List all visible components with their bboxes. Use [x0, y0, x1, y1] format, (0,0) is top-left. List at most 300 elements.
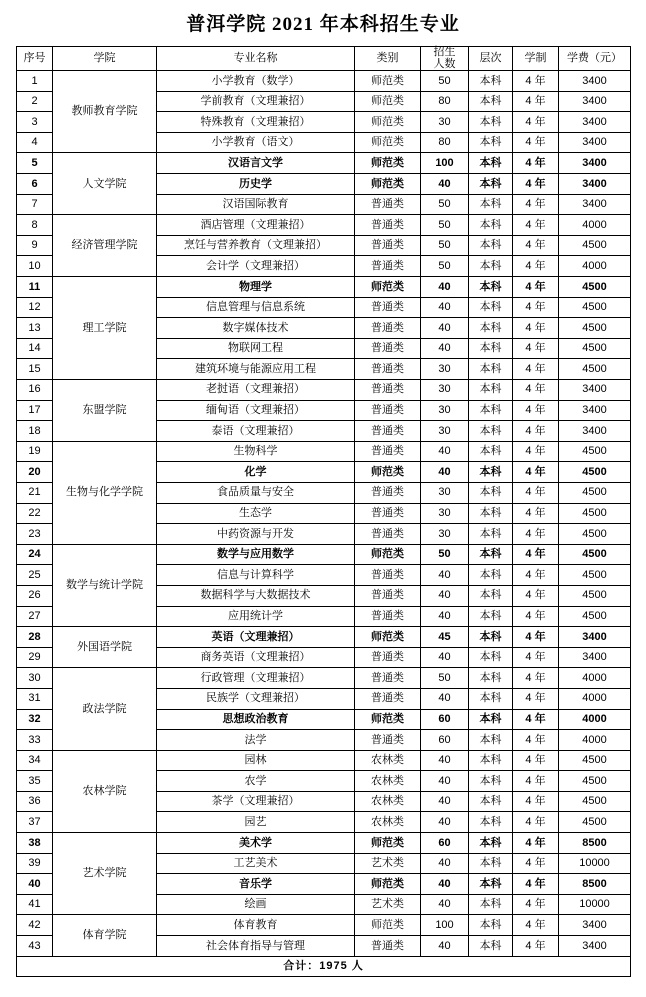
- cell-category: 师范类: [355, 153, 421, 174]
- cell-level: 本科: [469, 215, 513, 236]
- cell-years: 4 年: [513, 585, 559, 606]
- cell-major: 美术学: [157, 833, 355, 854]
- cell-years: 4 年: [513, 688, 559, 709]
- cell-years: 4 年: [513, 174, 559, 195]
- cell-level: 本科: [469, 462, 513, 483]
- cell-years: 4 年: [513, 606, 559, 627]
- cell-fee: 10000: [559, 894, 631, 915]
- cell-count: 30: [421, 112, 469, 133]
- cell-college: 理工学院: [53, 277, 157, 380]
- cell-major: 生物科学: [157, 441, 355, 462]
- cell-years: 4 年: [513, 235, 559, 256]
- cell-fee: 3400: [559, 153, 631, 174]
- cell-no: 7: [17, 194, 53, 215]
- cell-level: 本科: [469, 915, 513, 936]
- header-count-line1: 招生: [433, 46, 456, 58]
- total-row: [17, 956, 631, 977]
- cell-count: 40: [421, 688, 469, 709]
- cell-no: 23: [17, 524, 53, 545]
- cell-years: 4 年: [513, 544, 559, 565]
- cell-count: 40: [421, 606, 469, 627]
- cell-years: 4 年: [513, 668, 559, 689]
- cell-years: 4 年: [513, 400, 559, 421]
- cell-count: 40: [421, 874, 469, 895]
- cell-count: 60: [421, 833, 469, 854]
- header-row: [17, 47, 631, 71]
- cell-category: 农林类: [355, 812, 421, 833]
- cell-major: 工艺美术: [157, 853, 355, 874]
- cell-years: 4 年: [513, 482, 559, 503]
- cell-category: 农林类: [355, 791, 421, 812]
- cell-category: 师范类: [355, 112, 421, 133]
- header-level: 层次: [469, 47, 513, 71]
- cell-years: 4 年: [513, 359, 559, 380]
- cell-no: 18: [17, 421, 53, 442]
- cell-fee: 3400: [559, 91, 631, 112]
- cell-major: 泰语（文理兼招）: [157, 421, 355, 442]
- cell-category: 普通类: [355, 421, 421, 442]
- cell-major: 化学: [157, 462, 355, 483]
- cell-major: 农学: [157, 771, 355, 792]
- cell-fee: 3400: [559, 380, 631, 401]
- cell-level: 本科: [469, 791, 513, 812]
- cell-years: 4 年: [513, 153, 559, 174]
- cell-category: 艺术类: [355, 894, 421, 915]
- cell-fee: 3400: [559, 174, 631, 195]
- cell-no: 31: [17, 688, 53, 709]
- cell-major: 中药资源与开发: [157, 524, 355, 545]
- cell-level: 本科: [469, 256, 513, 277]
- cell-count: 30: [421, 524, 469, 545]
- cell-level: 本科: [469, 400, 513, 421]
- cell-no: 17: [17, 400, 53, 421]
- cell-category: 师范类: [355, 71, 421, 92]
- cell-category: 普通类: [355, 297, 421, 318]
- cell-level: 本科: [469, 277, 513, 298]
- cell-category: 普通类: [355, 194, 421, 215]
- cell-level: 本科: [469, 153, 513, 174]
- cell-level: 本科: [469, 833, 513, 854]
- cell-major: 数字媒体技术: [157, 318, 355, 339]
- cell-fee: 4500: [559, 565, 631, 586]
- cell-no: 29: [17, 647, 53, 668]
- cell-years: 4 年: [513, 318, 559, 339]
- cell-level: 本科: [469, 91, 513, 112]
- cell-fee: 8500: [559, 833, 631, 854]
- cell-major: 信息管理与信息系统: [157, 297, 355, 318]
- cell-count: 40: [421, 647, 469, 668]
- cell-count: 40: [421, 771, 469, 792]
- cell-no: 8: [17, 215, 53, 236]
- cell-category: 普通类: [355, 235, 421, 256]
- cell-years: 4 年: [513, 215, 559, 236]
- cell-no: 39: [17, 853, 53, 874]
- cell-count: 50: [421, 215, 469, 236]
- cell-fee: 4500: [559, 771, 631, 792]
- cell-no: 1: [17, 71, 53, 92]
- cell-fee: 4500: [559, 524, 631, 545]
- cell-count: 50: [421, 544, 469, 565]
- cell-no: 6: [17, 174, 53, 195]
- cell-years: 4 年: [513, 277, 559, 298]
- table-row: [17, 668, 631, 689]
- cell-years: 4 年: [513, 297, 559, 318]
- cell-count: 40: [421, 318, 469, 339]
- cell-category: 普通类: [355, 400, 421, 421]
- cell-category: 普通类: [355, 380, 421, 401]
- cell-category: 师范类: [355, 874, 421, 895]
- cell-level: 本科: [469, 730, 513, 751]
- cell-college: 教师教育学院: [53, 71, 157, 153]
- table-row: [17, 71, 631, 92]
- cell-no: 4: [17, 132, 53, 153]
- cell-years: 4 年: [513, 936, 559, 957]
- cell-fee: 4500: [559, 503, 631, 524]
- cell-years: 4 年: [513, 709, 559, 730]
- cell-level: 本科: [469, 482, 513, 503]
- cell-major: 会计学（文理兼招）: [157, 256, 355, 277]
- cell-fee: 4000: [559, 256, 631, 277]
- cell-no: 12: [17, 297, 53, 318]
- page-title: 普洱学院 2021 年本科招生专业: [186, 14, 460, 35]
- table-row: [17, 915, 631, 936]
- table-row: [17, 153, 631, 174]
- cell-count: 60: [421, 709, 469, 730]
- cell-no: 10: [17, 256, 53, 277]
- cell-no: 30: [17, 668, 53, 689]
- cell-college: 数学与统计学院: [53, 544, 157, 626]
- cell-category: 农林类: [355, 771, 421, 792]
- cell-major: 信息与计算科学: [157, 565, 355, 586]
- cell-count: 40: [421, 936, 469, 957]
- cell-no: 28: [17, 627, 53, 648]
- cell-years: 4 年: [513, 503, 559, 524]
- cell-years: 4 年: [513, 812, 559, 833]
- cell-no: 13: [17, 318, 53, 339]
- cell-category: 师范类: [355, 277, 421, 298]
- cell-years: 4 年: [513, 750, 559, 771]
- cell-level: 本科: [469, 853, 513, 874]
- cell-fee: 4000: [559, 688, 631, 709]
- cell-category: 农林类: [355, 750, 421, 771]
- cell-category: 师范类: [355, 132, 421, 153]
- cell-category: 师范类: [355, 915, 421, 936]
- cell-major: 特殊教育（文理兼招）: [157, 112, 355, 133]
- cell-major: 体育教育: [157, 915, 355, 936]
- cell-years: 4 年: [513, 771, 559, 792]
- cell-category: 普通类: [355, 688, 421, 709]
- cell-major: 茶学（文理兼招）: [157, 791, 355, 812]
- cell-major: 行政管理（文理兼招）: [157, 668, 355, 689]
- cell-years: 4 年: [513, 380, 559, 401]
- cell-level: 本科: [469, 194, 513, 215]
- cell-fee: 10000: [559, 853, 631, 874]
- table-row: [17, 750, 631, 771]
- cell-college: 人文学院: [53, 153, 157, 215]
- cell-fee: 3400: [559, 936, 631, 957]
- cell-major: 园林: [157, 750, 355, 771]
- cell-college: 外国语学院: [53, 627, 157, 668]
- cell-years: 4 年: [513, 791, 559, 812]
- cell-fee: 4500: [559, 606, 631, 627]
- cell-level: 本科: [469, 565, 513, 586]
- cell-years: 4 年: [513, 441, 559, 462]
- cell-category: 师范类: [355, 627, 421, 648]
- cell-category: 普通类: [355, 338, 421, 359]
- cell-count: 40: [421, 750, 469, 771]
- header-no: 序号: [17, 47, 53, 71]
- cell-no: 34: [17, 750, 53, 771]
- cell-years: 4 年: [513, 627, 559, 648]
- cell-count: 30: [421, 380, 469, 401]
- cell-category: 普通类: [355, 318, 421, 339]
- cell-fee: 3400: [559, 915, 631, 936]
- cell-no: 37: [17, 812, 53, 833]
- cell-major: 汉语国际教育: [157, 194, 355, 215]
- cell-level: 本科: [469, 112, 513, 133]
- cell-years: 4 年: [513, 524, 559, 545]
- cell-major: 数学与应用数学: [157, 544, 355, 565]
- cell-category: 普通类: [355, 565, 421, 586]
- cell-no: 5: [17, 153, 53, 174]
- cell-level: 本科: [469, 709, 513, 730]
- cell-no: 16: [17, 380, 53, 401]
- cell-college: 农林学院: [53, 750, 157, 832]
- cell-years: 4 年: [513, 338, 559, 359]
- cell-level: 本科: [469, 606, 513, 627]
- table-row: [17, 441, 631, 462]
- cell-major: 音乐学: [157, 874, 355, 895]
- cell-no: 41: [17, 894, 53, 915]
- cell-major: 物联网工程: [157, 338, 355, 359]
- cell-fee: 3400: [559, 194, 631, 215]
- cell-fee: 3400: [559, 647, 631, 668]
- cell-fee: 4000: [559, 730, 631, 751]
- cell-count: 30: [421, 482, 469, 503]
- cell-no: 42: [17, 915, 53, 936]
- cell-no: 3: [17, 112, 53, 133]
- cell-fee: 3400: [559, 400, 631, 421]
- cell-count: 45: [421, 627, 469, 648]
- cell-fee: 4500: [559, 812, 631, 833]
- cell-count: 60: [421, 730, 469, 751]
- header-major: 专业名称: [157, 47, 355, 71]
- cell-level: 本科: [469, 132, 513, 153]
- cell-fee: 4000: [559, 709, 631, 730]
- cell-level: 本科: [469, 647, 513, 668]
- cell-category: 师范类: [355, 462, 421, 483]
- cell-category: 普通类: [355, 482, 421, 503]
- cell-college: 经济管理学院: [53, 215, 157, 277]
- cell-college: 艺术学院: [53, 833, 157, 915]
- header-fee: 学费（元）: [559, 47, 631, 71]
- cell-major: 生态学: [157, 503, 355, 524]
- cell-no: 14: [17, 338, 53, 359]
- cell-fee: 4000: [559, 215, 631, 236]
- cell-major: 数据科学与大数据技术: [157, 585, 355, 606]
- cell-count: 40: [421, 585, 469, 606]
- cell-level: 本科: [469, 338, 513, 359]
- cell-fee: 4500: [559, 482, 631, 503]
- cell-years: 4 年: [513, 894, 559, 915]
- cell-level: 本科: [469, 174, 513, 195]
- cell-level: 本科: [469, 359, 513, 380]
- cell-count: 40: [421, 277, 469, 298]
- cell-level: 本科: [469, 750, 513, 771]
- cell-fee: 4500: [559, 441, 631, 462]
- cell-level: 本科: [469, 627, 513, 648]
- cell-level: 本科: [469, 874, 513, 895]
- header-college: 学院: [53, 47, 157, 71]
- cell-count: 40: [421, 812, 469, 833]
- cell-major: 园艺: [157, 812, 355, 833]
- cell-level: 本科: [469, 688, 513, 709]
- cell-fee: 3400: [559, 71, 631, 92]
- cell-major: 汉语言文学: [157, 153, 355, 174]
- cell-category: 师范类: [355, 833, 421, 854]
- cell-years: 4 年: [513, 91, 559, 112]
- cell-major: 社会体育指导与管理: [157, 936, 355, 957]
- cell-no: 38: [17, 833, 53, 854]
- cell-college: 政法学院: [53, 668, 157, 750]
- cell-fee: 4500: [559, 585, 631, 606]
- table-header: [17, 47, 631, 71]
- header-count: [421, 47, 469, 71]
- cell-level: 本科: [469, 503, 513, 524]
- cell-no: 15: [17, 359, 53, 380]
- cell-level: 本科: [469, 297, 513, 318]
- cell-major: 物理学: [157, 277, 355, 298]
- cell-level: 本科: [469, 585, 513, 606]
- cell-count: 40: [421, 894, 469, 915]
- cell-no: 27: [17, 606, 53, 627]
- cell-no: 21: [17, 482, 53, 503]
- cell-college: 生物与化学学院: [53, 441, 157, 544]
- cell-major: 历史学: [157, 174, 355, 195]
- cell-category: 师范类: [355, 709, 421, 730]
- cell-count: 40: [421, 853, 469, 874]
- cell-years: 4 年: [513, 421, 559, 442]
- cell-no: 35: [17, 771, 53, 792]
- cell-fee: 4500: [559, 750, 631, 771]
- cell-fee: 4500: [559, 462, 631, 483]
- cell-level: 本科: [469, 812, 513, 833]
- cell-fee: 3400: [559, 112, 631, 133]
- cell-years: 4 年: [513, 833, 559, 854]
- cell-level: 本科: [469, 544, 513, 565]
- cell-no: 2: [17, 91, 53, 112]
- cell-fee: 4500: [559, 235, 631, 256]
- cell-count: 100: [421, 153, 469, 174]
- cell-fee: 3400: [559, 421, 631, 442]
- cell-count: 40: [421, 297, 469, 318]
- cell-count: 80: [421, 91, 469, 112]
- cell-no: 43: [17, 936, 53, 957]
- header-years: 学制: [513, 47, 559, 71]
- cell-major: 缅甸语（文理兼招）: [157, 400, 355, 421]
- cell-major: 商务英语（文理兼招）: [157, 647, 355, 668]
- cell-years: 4 年: [513, 853, 559, 874]
- cell-count: 30: [421, 400, 469, 421]
- cell-count: 100: [421, 915, 469, 936]
- cell-years: 4 年: [513, 256, 559, 277]
- cell-fee: 4500: [559, 277, 631, 298]
- cell-major: 民族学（文理兼招）: [157, 688, 355, 709]
- cell-level: 本科: [469, 235, 513, 256]
- cell-major: 小学教育（数学）: [157, 71, 355, 92]
- cell-years: 4 年: [513, 132, 559, 153]
- cell-count: 40: [421, 462, 469, 483]
- cell-major: 酒店管理（文理兼招）: [157, 215, 355, 236]
- cell-years: 4 年: [513, 647, 559, 668]
- cell-no: 19: [17, 441, 53, 462]
- cell-no: 11: [17, 277, 53, 298]
- cell-fee: 4500: [559, 791, 631, 812]
- cell-category: 普通类: [355, 585, 421, 606]
- cell-count: 40: [421, 565, 469, 586]
- cell-category: 师范类: [355, 91, 421, 112]
- cell-major: 思想政治教育: [157, 709, 355, 730]
- cell-level: 本科: [469, 668, 513, 689]
- table-body: [17, 71, 631, 957]
- cell-category: 普通类: [355, 503, 421, 524]
- cell-level: 本科: [469, 318, 513, 339]
- table-row: [17, 544, 631, 565]
- cell-years: 4 年: [513, 565, 559, 586]
- cell-count: 50: [421, 256, 469, 277]
- header-count-line2: 人数: [433, 57, 456, 70]
- cell-major: 应用统计学: [157, 606, 355, 627]
- cell-category: 艺术类: [355, 853, 421, 874]
- cell-count: 50: [421, 71, 469, 92]
- cell-level: 本科: [469, 771, 513, 792]
- cell-category: 师范类: [355, 544, 421, 565]
- cell-major: 老挝语（文理兼招）: [157, 380, 355, 401]
- table-footer: [17, 956, 631, 977]
- table-row: [17, 277, 631, 298]
- cell-category: 师范类: [355, 174, 421, 195]
- cell-fee: 3400: [559, 132, 631, 153]
- cell-major: 建筑环境与能源应用工程: [157, 359, 355, 380]
- cell-no: 25: [17, 565, 53, 586]
- cell-count: 50: [421, 235, 469, 256]
- cell-major: 烹饪与营养教育（文理兼招）: [157, 235, 355, 256]
- cell-count: 50: [421, 194, 469, 215]
- cell-years: 4 年: [513, 915, 559, 936]
- cell-no: 26: [17, 585, 53, 606]
- cell-category: 普通类: [355, 668, 421, 689]
- cell-major: 食品质量与安全: [157, 482, 355, 503]
- header-category: 类别: [355, 47, 421, 71]
- table-row: [17, 627, 631, 648]
- cell-years: 4 年: [513, 462, 559, 483]
- cell-years: 4 年: [513, 112, 559, 133]
- cell-fee: 3400: [559, 627, 631, 648]
- cell-fee: 4500: [559, 544, 631, 565]
- cell-count: 80: [421, 132, 469, 153]
- cell-count: 40: [421, 174, 469, 195]
- cell-count: 40: [421, 791, 469, 812]
- cell-category: 普通类: [355, 524, 421, 545]
- cell-fee: 4500: [559, 297, 631, 318]
- cell-fee: 8500: [559, 874, 631, 895]
- table-row: [17, 380, 631, 401]
- cell-level: 本科: [469, 380, 513, 401]
- cell-major: 绘画: [157, 894, 355, 915]
- cell-years: 4 年: [513, 194, 559, 215]
- cell-count: 30: [421, 421, 469, 442]
- cell-years: 4 年: [513, 730, 559, 751]
